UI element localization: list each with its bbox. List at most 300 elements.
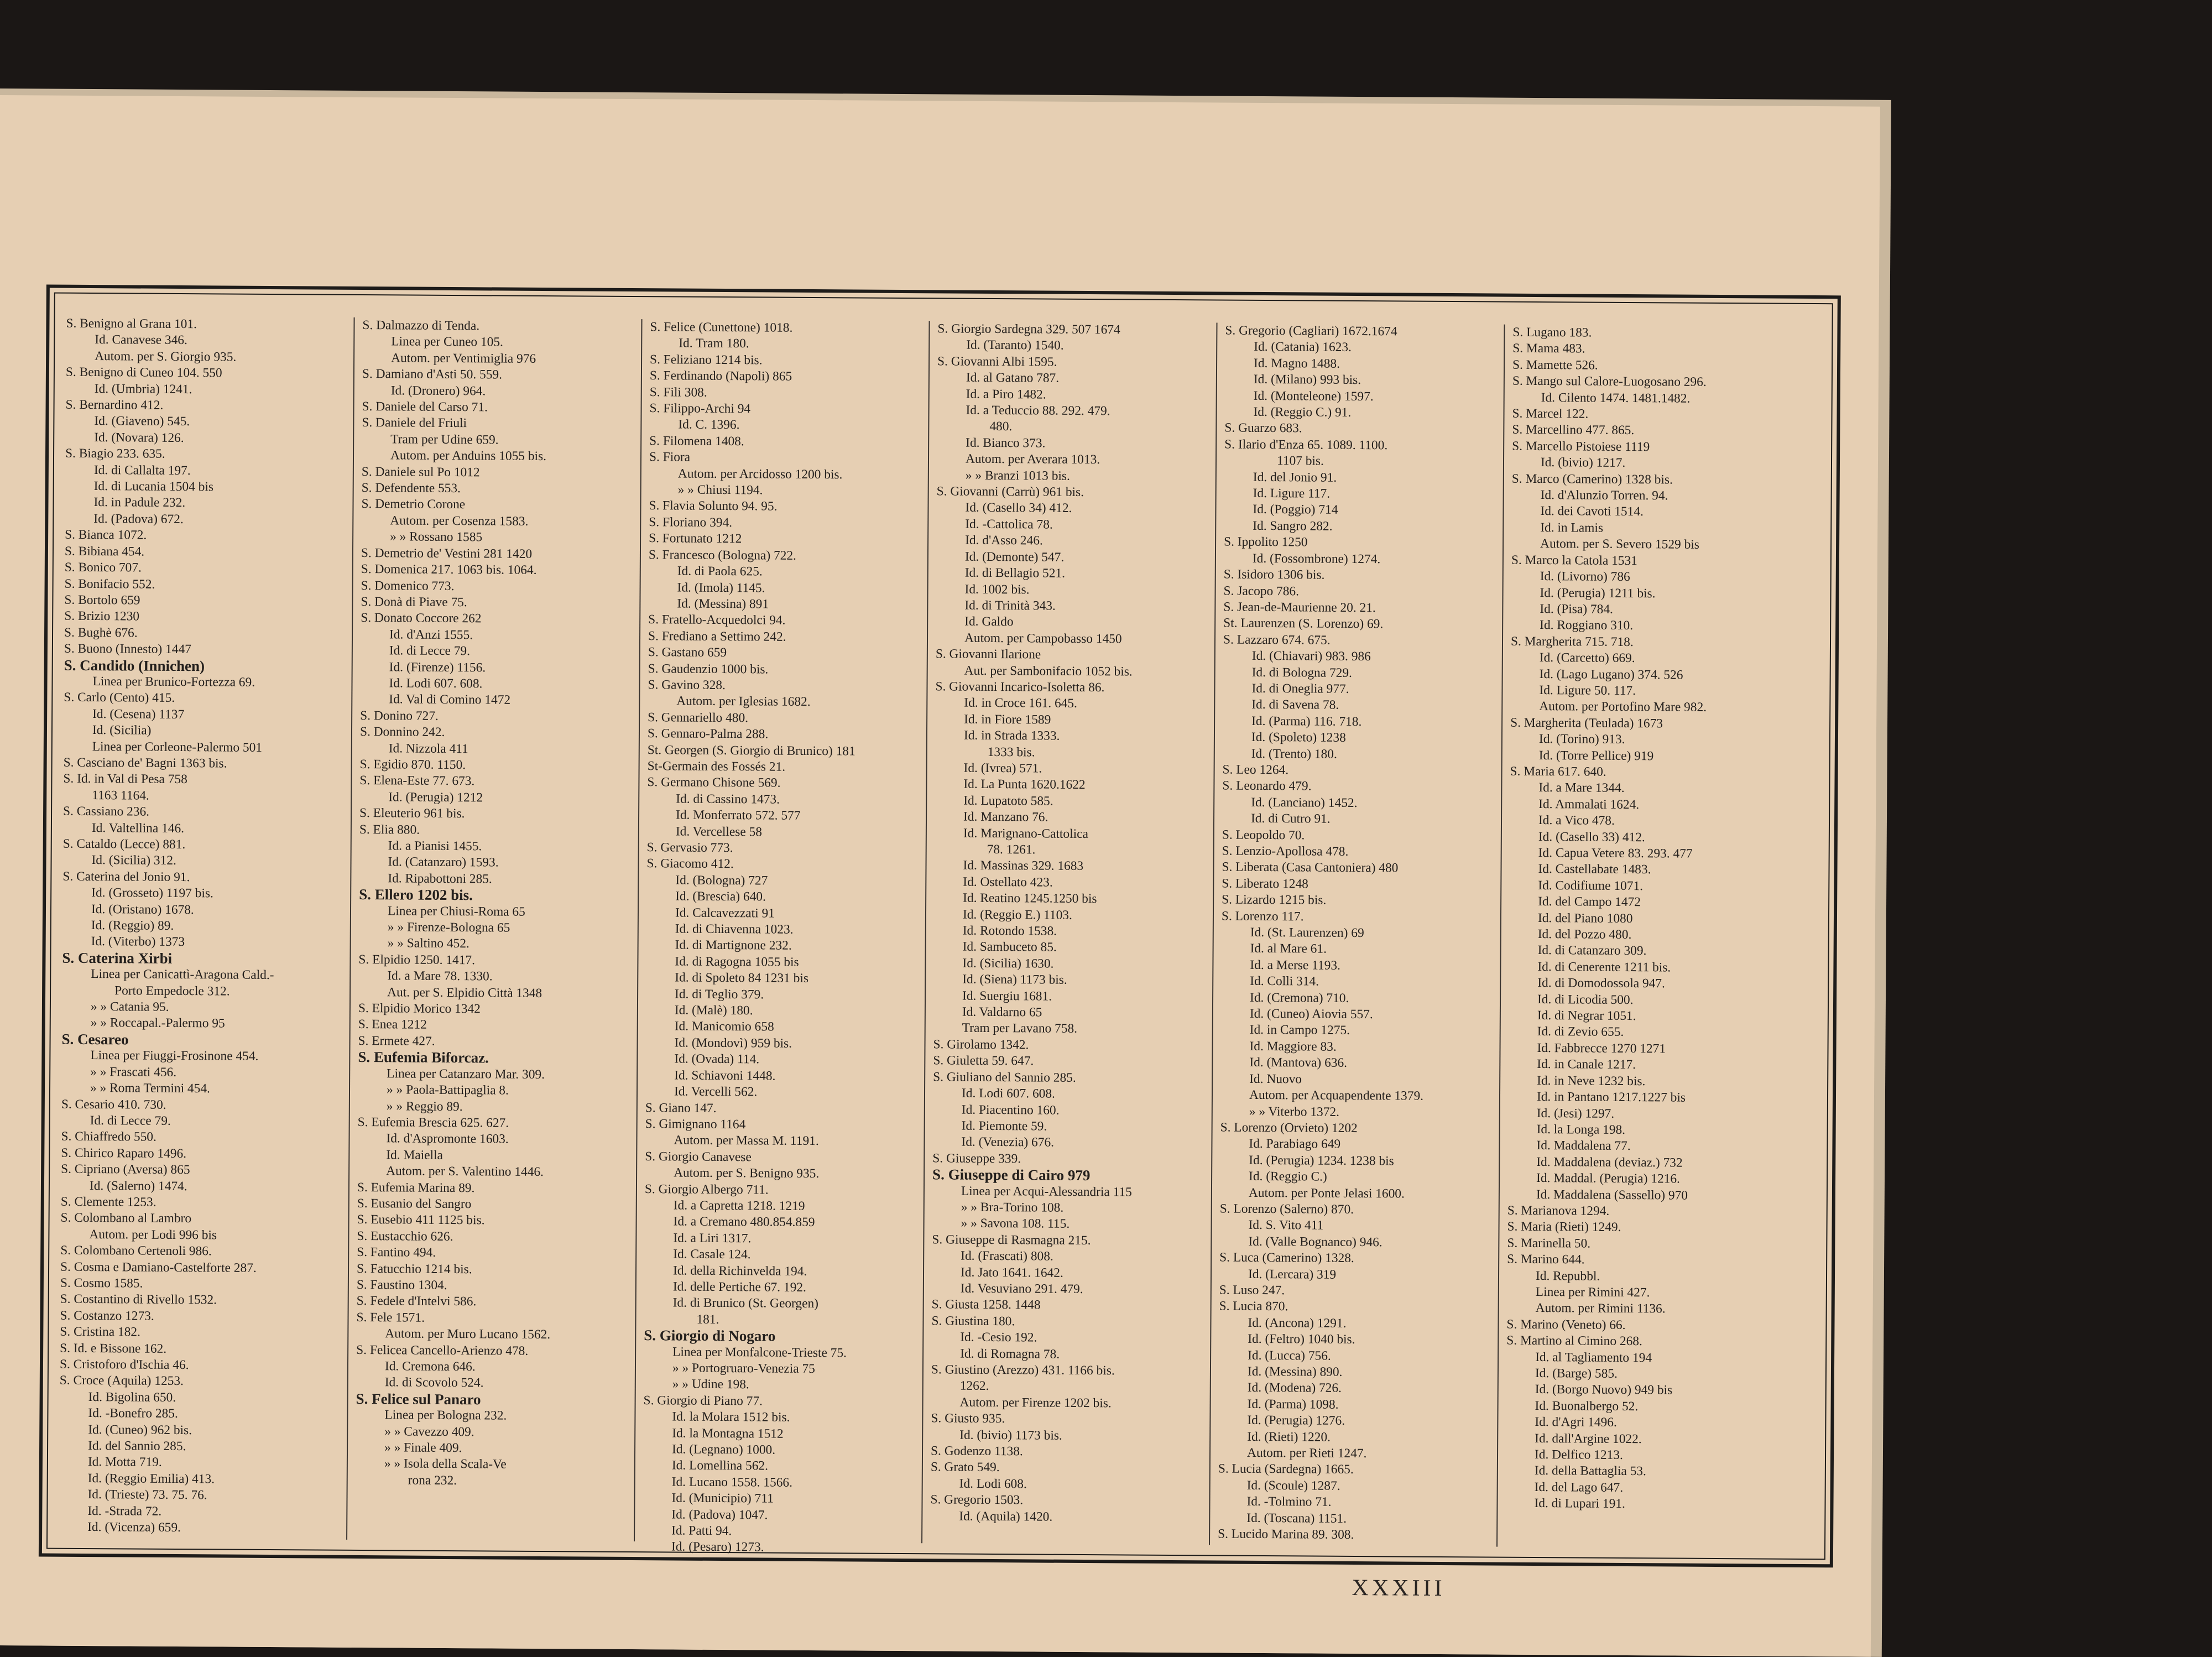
index-entry: S. Gervasio 773. [646, 840, 733, 856]
index-entry: S. Gavino 328. [648, 678, 726, 692]
index-entry: Id. (Scoule) 1287. [1246, 1478, 1340, 1493]
index-entry: Id. Ostellato 423. [963, 874, 1053, 890]
index-entry: S. Donà di Piave 75. [361, 594, 467, 610]
index-column-3 [634, 319, 926, 1555]
index-entry: S. Biagio 233. 635. [65, 446, 165, 462]
index-entry: Id. S. Vito 411 [1248, 1218, 1324, 1233]
index-entry: Id. Reatino 1245.1250 bis [963, 890, 1097, 906]
index-entry: S. Giovanni Ilarione [935, 647, 1041, 662]
index-entry: Id. (Toscana) 1151. [1246, 1510, 1347, 1526]
index-entry: Id. (Aquila) 1420. [959, 1509, 1053, 1524]
index-entry: Id. delle Pertiche 67. 192. [672, 1279, 806, 1295]
index-entry: Id. a Teduccio 88. 292. 479. [966, 403, 1110, 419]
index-entry: Id. Nizzola 411 [388, 741, 468, 756]
index-entry: S. Lucido Marina 89. 308. [1218, 1526, 1354, 1543]
index-entry: Id. Manzano 76. [963, 809, 1048, 825]
index-entry: » » Frascati 456. [90, 1064, 177, 1080]
index-entry: Id. (Perugia) 1211 bis. [1540, 585, 1656, 601]
index-entry: Id. Maddalena (deviaz.) 732 [1536, 1154, 1683, 1170]
index-entry: Id. (Torre Pellice) 919 [1538, 748, 1654, 763]
index-entry: » » Portogruaro-Venezia 75 [672, 1361, 815, 1377]
index-entry: S. Francesco (Bologna) 722. [648, 547, 797, 563]
index-entry: Id. (Parma) 116. 718. [1251, 713, 1362, 729]
index-entry: Id. 1002 bis. [964, 582, 1030, 597]
index-entry: S. Donnino 242. [359, 725, 445, 740]
index-entry: S. Luca (Camerino) 1328. [1219, 1250, 1354, 1266]
index-entry: Id. Maiella [386, 1148, 444, 1163]
index-entry: Id. (Lago Lugano) 374. 526 [1539, 666, 1683, 682]
index-entry: Id. a Mare 78. 1330. [387, 968, 493, 984]
index-entry: Autom. per Portofino Mare 982. [1539, 699, 1707, 715]
index-entry: S. Costantino di Rivello 1532. [60, 1292, 217, 1307]
index-entry: S. Marcellino 477. 865. [1512, 423, 1635, 438]
index-entry: Id. Cilento 1474. 1481.1482. [1541, 390, 1691, 406]
index-entry: S. Marco la Catola 1531 [1511, 553, 1638, 568]
index-entry: Id. Piacentino 160. [961, 1102, 1060, 1118]
index-entry: S. Jean-de-Maurienne 20. 21. [1223, 600, 1376, 616]
index-entry: Id. a Liri 1317. [673, 1231, 752, 1246]
index-entry: S. Giuseppe di Cairo 979 [932, 1166, 1091, 1184]
index-entry: Id. (Venezia) 676. [961, 1134, 1055, 1150]
index-entry: S. Godenzo 1138. [930, 1444, 1023, 1459]
index-entry: S. Filippo-Archi 94 [649, 401, 751, 416]
index-entry: S. Fatucchio 1214 bis. [356, 1261, 472, 1276]
index-entry: Id. -Cattolica 78. [965, 517, 1053, 532]
index-entry: Tram per Lavano 758. [962, 1021, 1078, 1036]
index-entry: S. Carlo (Cento) 415. [64, 690, 175, 706]
index-entry: S. Mango sul Calore-Luogosano 296. [1512, 373, 1707, 390]
index-entry: S. Donino 727. [360, 708, 439, 723]
index-entry: S. Giorgio Canavese [645, 1149, 752, 1165]
index-entry: Id. Ligure 117. [1253, 486, 1331, 501]
index-entry: Id. (St. Laurenzen) 69 [1250, 925, 1364, 941]
index-entry: S. Clemente 1253. [60, 1194, 156, 1210]
index-entry: S. Domenico 773. [361, 578, 455, 593]
index-entry: S. Colombano Certenoli 986. [60, 1243, 212, 1259]
index-entry: Id. Colli 314. [1250, 974, 1319, 989]
index-entry: Id. Maddalena (Sassello) 970 [1536, 1187, 1688, 1203]
index-entry: S. Gaudenzio 1000 bis. [648, 661, 769, 677]
index-entry: Id. di Domodossola 947. [1537, 976, 1665, 991]
index-entry: Id. Castellabate 1483. [1538, 862, 1651, 877]
index-entry: S. Cesareo [61, 1030, 129, 1048]
index-entry: Id. (Lanciano) 1452. [1251, 795, 1358, 810]
index-entry: S. Bianca 1072. [65, 528, 147, 543]
index-entry: Id. (Parma) 1098. [1247, 1397, 1339, 1412]
index-entry: S. Benigno al Grana 101. [66, 316, 197, 332]
index-entry: S. Elena-Este 77. 673. [359, 773, 475, 789]
index-entry: Id. (Jesi) 1297. [1536, 1106, 1615, 1121]
index-entry: S. Id. in Val di Pesa 758 [63, 772, 187, 787]
index-entry: Id. di Lupari 191. [1534, 1496, 1625, 1512]
index-entry: Id. (Cuneo) 962 bis. [88, 1422, 192, 1437]
index-entry: Id. di Lecce 79. [389, 643, 471, 659]
index-entry: S. Chirico Raparo 1496. [61, 1145, 187, 1161]
index-entry: S. Marcello Pistoiese 1119 [1512, 439, 1650, 455]
index-entry: S. Giovanni Incarico-Isoletta 86. [935, 679, 1105, 695]
index-entry: Id. (Casello 34) 412. [965, 501, 1072, 516]
index-entry: Autom. per S. Giorgio 935. [95, 348, 237, 364]
index-entry: S. Marianova 1294. [1507, 1203, 1610, 1218]
index-column-5 [1209, 322, 1501, 1546]
index-entry: Id. (Dronero) 964. [390, 383, 486, 398]
index-entry: S. Marino 644. [1507, 1252, 1585, 1267]
index-entry: S. Eustacchio 626. [357, 1228, 453, 1244]
index-entry: S. Ferdinando (Napoli) 865 [649, 368, 792, 384]
index-entry: Id. (Milano) 993 bis. [1253, 372, 1361, 388]
index-entry: S. Gennariello 480. [648, 710, 749, 726]
index-entry: 1262. [959, 1379, 989, 1394]
index-entry: S. Colombano al Lambro [60, 1211, 192, 1226]
index-entry: S. Casciano de' Bagni 1363 bis. [63, 755, 227, 771]
index-entry: S. Cassiano 236. [63, 804, 150, 819]
index-entry: S. Caterina Xirbi [62, 949, 173, 967]
index-entry: S. Jacopo 786. [1223, 583, 1300, 598]
index-entry: Id. Sangro 282. [1253, 518, 1333, 534]
index-entry: » » Bra-Torino 108. [961, 1200, 1064, 1215]
index-entry: Id. Maggiore 83. [1249, 1039, 1337, 1054]
index-entry: » » Udine 198. [672, 1377, 749, 1392]
index-entry: Id. (Legnano) 1000. [671, 1442, 776, 1457]
index-entry: Id. (Lercara) 319 [1248, 1267, 1337, 1282]
index-entry: Id. (Sicilia) 1630. [962, 956, 1054, 971]
index-column-4 [921, 321, 1214, 1545]
index-entry: Id. Maddalena 77. [1536, 1138, 1631, 1154]
index-entry: Id. d'Alunzio Torren. 94. [1540, 488, 1668, 503]
index-entry: Autom. per Ventimiglia 976 [391, 351, 536, 366]
index-entry: Id. di Cassino 1473. [676, 791, 780, 807]
index-entry: 1163 1164. [92, 788, 149, 803]
index-entry: Id. di Scovolo 524. [384, 1375, 484, 1390]
index-entry: S. Liberato 1248 [1222, 876, 1308, 892]
index-entry: Id. (Reggio E.) 1103. [962, 907, 1072, 923]
index-entry: Id. (Perugia) 1234. 1238 bis [1249, 1153, 1394, 1169]
index-entry: Id. Bigolina 650. [88, 1389, 176, 1405]
index-entry: Id. Lucano 1558. 1566. [671, 1474, 793, 1490]
index-entry: Id. del Piano 1080 [1537, 910, 1633, 926]
index-entry: S. Fili 308. [649, 384, 707, 400]
index-entry: St. Laurenzen (S. Lorenzo) 69. [1223, 616, 1384, 632]
index-entry: S. Gastano 659 [648, 645, 727, 660]
index-entry: Id. (Perugia) 1276. [1247, 1413, 1345, 1429]
index-entry: Id. (Reggio Emilia) 413. [87, 1471, 215, 1487]
index-entry: S. Maria (Rieti) 1249. [1507, 1220, 1621, 1235]
index-entry: Id. d'Asso 246. [965, 533, 1043, 548]
index-entry: Linea per Fiuggi-Frosinone 454. [90, 1048, 259, 1064]
index-entry: Id. di Spoleto 84 1231 bis [675, 970, 809, 986]
index-entry: S. Ilario d'Enza 65. 1089. 1100. [1224, 437, 1388, 453]
station-index-frame [39, 285, 1841, 1568]
index-entry: S. Lorenzo (Orvieto) 1202 [1220, 1120, 1358, 1135]
index-entry: Autom. per Lodi 996 bis [89, 1227, 217, 1243]
index-entry: S. Fele 1571. [356, 1310, 425, 1325]
index-entry: Id. di Cutro 91. [1250, 811, 1331, 826]
index-entry: S. Brizio 1230 [64, 609, 140, 624]
index-entry: Id. del Campo 1472 [1538, 894, 1641, 910]
index-entry: Id. (Perugia) 1212 [388, 790, 483, 805]
index-entry: Id. di Catanzaro 309. [1537, 943, 1647, 958]
index-entry: Id. (Grosseto) 1197 bis. [91, 885, 213, 901]
index-entry: Id. d'Agri 1496. [1535, 1415, 1617, 1430]
index-entry: Id. (Cesena) 1137 [92, 706, 185, 722]
index-entry: S. Mama 483. [1512, 341, 1585, 356]
index-entry: S. Gennaro-Palma 288. [647, 726, 769, 742]
index-entry: S. Lugano 183. [1512, 325, 1592, 340]
index-entry: Id. in Croce 161. 645. [964, 696, 1078, 711]
index-entry: Id. (Mantova) 636. [1249, 1055, 1348, 1071]
index-entry: S. Cataldo (Lecce) 881. [62, 836, 186, 852]
index-entry: 1107 bis. [1276, 454, 1324, 468]
index-entry: S. Martino al Cimino 268. [1506, 1333, 1642, 1349]
index-entry: S. Giorgio Sardegna 329. 507 1674 [937, 321, 1120, 337]
index-entry: S. Lucia (Sardegna) 1665. [1218, 1461, 1354, 1477]
index-entry: Id. (Padova) 672. [93, 511, 184, 527]
index-entry: Id. Valdarno 65 [962, 1004, 1042, 1020]
index-entry: Id. di Martignone 232. [675, 937, 792, 953]
index-entry: S. Chiaffredo 550. [61, 1129, 156, 1145]
index-entry: S. Giuliano del Sannio 285. [933, 1070, 1076, 1085]
index-entry: S. Marcel 122. [1512, 406, 1589, 421]
index-entry: Id. (Cremona) 710. [1249, 990, 1349, 1005]
index-entry: 480. [989, 419, 1013, 434]
index-entry: S. Floriano 394. [649, 515, 733, 530]
index-entry: Id. di Savena 78. [1251, 697, 1339, 713]
index-entry: Id. Casale 124. [673, 1247, 751, 1262]
index-entry: Id. Capua Vetere 83. 293. 477 [1538, 846, 1693, 861]
index-entry: Autom. per S. Valentino 1446. [386, 1164, 544, 1180]
index-entry: Autom. per Acquapendente 1379. [1249, 1087, 1424, 1103]
index-entry: Id. di Cenerente 1211 bis. [1537, 959, 1671, 975]
index-entry: Id. (Messina) 890. [1247, 1364, 1343, 1379]
index-entry: Id. Sambuceto 85. [962, 940, 1057, 955]
index-entry: S. Leopoldo 70. [1222, 827, 1305, 843]
index-entry: Id. Patti 94. [671, 1523, 732, 1539]
index-entry: Autom. per Muro Lucano 1562. [385, 1326, 551, 1342]
index-entry: S. Margherita (Teulada) 1673 [1510, 715, 1663, 731]
index-entry: Id. di Zevio 655. [1537, 1024, 1624, 1040]
index-entry: S. Donato Coccore 262 [361, 611, 482, 626]
index-entry: S. Fratello-Acquedolci 94. [648, 612, 786, 628]
index-entry: S. Ellero 1202 bis. [359, 886, 473, 904]
index-entry: Id. Canavese 346. [95, 332, 187, 348]
index-entry: S. Fantino 494. [357, 1245, 436, 1260]
index-entry: Id. (Pisa) 784. [1540, 601, 1614, 617]
index-entry: S. Eleuterio 961 bis. [359, 806, 465, 821]
index-entry: Id. (Viterbo) 1373 [91, 934, 185, 950]
index-entry: Autom. per Arcidosso 1200 bis. [677, 466, 843, 482]
index-entry: » » Roccapal.-Palermo 95 [90, 1015, 225, 1031]
index-entry: Id. (Poggio) 714 [1253, 502, 1338, 518]
index-entry: Id. (Vicenza) 659. [87, 1520, 181, 1535]
index-entry: St. Georgen (S. Giorgio di Brunico) 181 [647, 742, 855, 759]
index-entry: S. Caterina del Jonio 91. [62, 869, 190, 884]
page-number: XXXIII [1352, 1575, 1446, 1602]
index-entry: Id. (Torino) 913. [1538, 732, 1625, 747]
index-entry: Id. Vercellese 58 [675, 824, 763, 840]
index-entry: S. Daniele del Friuli [362, 415, 467, 431]
index-entry: Id. la Montagna 1512 [672, 1426, 784, 1441]
index-entry: Autom. per Cosenza 1583. [390, 513, 529, 529]
index-entry: S. Dalmazzo di Tenda. [362, 318, 480, 334]
index-entry: Id. (Bologna) 727 [675, 873, 768, 888]
index-entry: Id. in Strada 1333. [963, 728, 1060, 743]
index-entry: S. Eusebio 411 1125 bis. [357, 1212, 485, 1228]
index-entry: S. Giovanni Albi 1595. [937, 354, 1057, 369]
index-entry: Id. Lodi 607. 608. [961, 1086, 1056, 1101]
index-entry: Id. Parabiago 649 [1249, 1137, 1341, 1152]
index-entry: Aut. per Sambonifacio 1052 bis. [964, 663, 1133, 679]
index-entry: Id. di Lucania 1504 bis [93, 479, 214, 494]
index-entry: Id. (Firenze) 1156. [389, 659, 486, 675]
index-entry: Id. d'Aspromonte 1603. [386, 1131, 509, 1147]
index-entry: Id. (Trento) 180. [1251, 746, 1337, 762]
index-entry: Id. di Chiavenna 1023. [675, 921, 794, 937]
index-entry: Id. Rotondo 1538. [962, 923, 1057, 939]
index-entry: Porto Empedocle 312. [114, 983, 230, 999]
index-entry: S. Demetrio de' Vestini 281 1420 [361, 545, 533, 561]
index-entry: S. Fiora [649, 450, 691, 465]
index-entry: Id. Fabbrecce 1270 1271 [1537, 1040, 1666, 1056]
index-entry: S. Marinella 50. [1507, 1236, 1591, 1251]
index-entry: Id. C. 1396. [678, 417, 740, 433]
index-entry: Id. (Monteleone) 1597. [1253, 388, 1374, 404]
index-entry: Id. d'Anzi 1555. [389, 627, 473, 642]
index-entry: Autom. per Massa M. 1191. [674, 1133, 819, 1149]
index-entry: Id. Monferrato 572. 577 [675, 807, 801, 824]
index-entry: Id. di Teglio 379. [675, 987, 764, 1002]
index-entry: S. Lizardo 1215 bis. [1222, 892, 1327, 908]
index-entry: Id. -Bonefro 285. [88, 1406, 178, 1421]
index-entry: Linea per Monfalcone-Trieste 75. [672, 1345, 847, 1360]
index-entry: S. Domenica 217. 1063 bis. 1064. [361, 562, 537, 578]
index-entry: Id. Galdo [964, 614, 1014, 629]
index-entry: » » Catania 95. [90, 999, 169, 1014]
index-entry: S. Lorenzo 117. [1221, 909, 1304, 924]
index-entry: Autom. per S. Severo 1529 bis [1540, 536, 1699, 553]
index-entry: S. Elia 880. [359, 822, 420, 837]
index-entry: Autom. per Averara 1013. [965, 451, 1100, 467]
index-entry: Id. di Romagna 78. [960, 1346, 1060, 1362]
index-entry: S. Giacomo 412. [646, 856, 734, 872]
index-entry: Id. (Ovada) 114. [674, 1051, 760, 1067]
index-entry: Linea per Canicattì-Aragona Cald.- [91, 967, 274, 983]
index-entry: rona 232. [408, 1473, 457, 1488]
index-entry: Id. del Lago 647. [1534, 1479, 1624, 1495]
index-entry: Linea per Corleone-Palermo 501 [92, 739, 263, 755]
index-entry: Id. di Oneglia 977. [1251, 681, 1349, 696]
index-entry: S. Bibiana 454. [64, 544, 145, 559]
index-entry: S. Daniele del Carso 71. [362, 399, 488, 415]
index-entry: St-Germain des Fossés 21. [647, 759, 786, 774]
index-entry: Id. a Cremano 480.854.859 [673, 1214, 815, 1230]
index-entry: Id. (Umbria) 1241. [94, 381, 192, 397]
index-entry: Autom. per Anduins 1055 bis. [390, 448, 547, 464]
index-entry: Autom. per S. Benigno 935. [674, 1165, 820, 1181]
index-column-1 [59, 316, 342, 1540]
index-entry: S. Eufemia Marina 89. [357, 1180, 475, 1195]
index-entry: S. Giorgio di Piano 77. [643, 1393, 763, 1409]
index-entry: S. Felicea Cancello-Arienzo 478. [356, 1342, 529, 1358]
index-entry: S. Margherita 715. 718. [1510, 634, 1634, 649]
index-entry: S. Fedele d'Intelvi 586. [356, 1294, 477, 1309]
index-entry: Id. Bianco 373. [966, 435, 1046, 451]
index-entry: Id. (Catania) 1623. [1254, 340, 1352, 355]
index-entry: Id. Lupatoto 585. [963, 793, 1053, 809]
index-entry: Id. in Campo 1275. [1249, 1023, 1350, 1038]
index-entry: Autom. per Campobasso 1450 [964, 631, 1122, 647]
index-entry: S. Felice sul Panaro [356, 1390, 481, 1408]
index-entry: Id. Buonalbergo 52. [1535, 1398, 1639, 1414]
index-entry: Id. Delfico 1213. [1534, 1447, 1623, 1463]
index-entry: S. Frediano a Settimo 242. [648, 628, 786, 644]
index-entry: Id. Repubbl. [1535, 1268, 1600, 1284]
index-entry: Id. di Brunico (St. Georgen) [672, 1295, 819, 1311]
index-entry: S. Elpidio Morico 1342 [358, 1001, 481, 1017]
index-entry: Id. Schiavoni 1448. [674, 1068, 776, 1083]
index-entry: Id. della Richinvelda 194. [672, 1263, 807, 1279]
index-entry: Id. (bivio) 1173 bis. [959, 1427, 1062, 1443]
index-entry: Id. (Sicilia) [92, 723, 152, 738]
index-entry: Id. in Neve 1232 bis. [1537, 1073, 1646, 1088]
index-entry: S. Ermete 427. [358, 1033, 435, 1049]
index-entry: S. Mamette 526. [1512, 357, 1598, 373]
index-column-6 [1496, 325, 1789, 1549]
index-entry: Id. in Lamis [1540, 520, 1604, 535]
index-entry: » » Rossano 1585 [390, 529, 483, 545]
index-entry: Id. Val di Comino 1472 [389, 692, 511, 708]
index-entry: Id. (Malè) 180. [674, 1003, 753, 1018]
index-entry: Id. Jato 1641. 1642. [960, 1265, 1063, 1280]
index-entry: Id. Vesuviano 291. 479. [960, 1281, 1083, 1296]
index-entry: S. Giuseppe di Rasmagna 215. [932, 1232, 1091, 1248]
index-entry: Id. di Ragogna 1055 bis [675, 954, 799, 970]
index-entry: Id. (Fossombrone) 1274. [1252, 551, 1381, 566]
index-entry: Autom. per Rimini 1136. [1535, 1301, 1666, 1316]
index-entry: S. Bortolo 659 [64, 592, 140, 608]
index-entry: Id. di Trinità 343. [964, 598, 1056, 613]
index-entry: S. Bernardino 412. [65, 397, 164, 413]
index-entry: » » Savona 108. 115. [961, 1216, 1070, 1232]
index-entry: » » Branzi 1013 bis. [965, 468, 1070, 483]
index-entry: Linea per Acqui-Alessandria 115 [961, 1184, 1132, 1200]
index-entry: Id. in Pantano 1217.1227 bis [1536, 1090, 1686, 1105]
index-entry: Id. di Bellagio 521. [964, 565, 1066, 581]
index-entry: Id. (Cuneo) Aiovia 557. [1249, 1006, 1373, 1022]
index-entry: Id. (Frascati) 808. [961, 1248, 1053, 1264]
index-entry: S. Gregorio 1503. [930, 1492, 1024, 1508]
index-entry: Id. al Mare 61. [1250, 941, 1327, 957]
index-entry: Id. del Sannio 285. [88, 1439, 186, 1454]
index-entry: S. Eusanio del Sangro [357, 1196, 472, 1212]
index-entry: S. Cristina 182. [60, 1324, 140, 1340]
index-entry: Id. -Cesio 192. [960, 1330, 1037, 1345]
index-entry: S. Egidio 870. 1150. [359, 757, 466, 773]
index-entry: S. Leonardo 479. [1222, 778, 1312, 794]
index-entry: Id. al Gatano 787. [966, 370, 1060, 385]
index-entry: » » Finale 409. [384, 1440, 462, 1456]
index-entry: Id. Ammalati 1624. [1538, 796, 1640, 812]
index-entry: S. Guarzo 683. [1224, 420, 1302, 436]
index-entry: S. Feliziano 1214 bis. [650, 352, 763, 368]
index-entry: Id. di Paola 625. [677, 564, 763, 579]
index-entry: Id. Marignano-Cattolica [963, 826, 1089, 841]
index-entry: » » Viterbo 1372. [1249, 1104, 1340, 1119]
index-entry: Id. a Capretta 1218. 1219 [673, 1198, 805, 1213]
index-entry: S. Cristoforo d'Ischia 46. [59, 1357, 189, 1373]
index-entry: Id. della Battaglia 53. [1534, 1463, 1646, 1479]
index-entry: Id. di Licodia 500. [1537, 992, 1634, 1007]
index-entry: » » Paola-Battipaglia 8. [386, 1082, 509, 1098]
